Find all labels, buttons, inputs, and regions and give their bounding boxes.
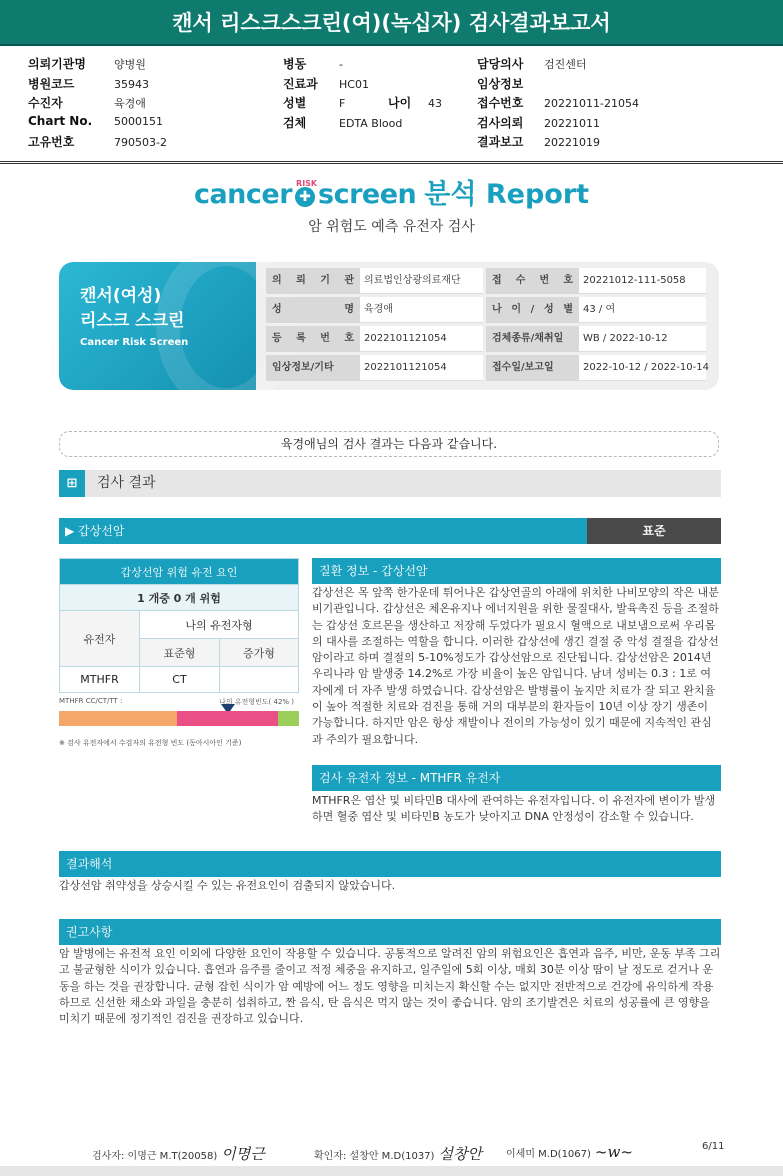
risk-count: 1 개중 0 개 위험	[60, 585, 299, 611]
gene-info-header: 검사 유전자 정보 - MTHFR 유전자	[312, 765, 721, 791]
age-label: 나이	[388, 96, 412, 110]
info-label: 접수번호	[477, 96, 524, 110]
info-value: 5000151	[114, 114, 163, 128]
info-label: Chart No.	[28, 113, 93, 128]
info-label: 검체	[283, 115, 307, 130]
info-label: 병동	[283, 57, 307, 71]
gene-info-text: MTHFR은 엽산 및 비타민B 대사에 관여하는 유전자입니다. 이 유전자에 변이가 발생하면 혈중 엽산 및 비타민B 농도가 낮아지고 DNA 안정성이 감소할 수 있습니다.	[312, 794, 716, 824]
info-row	[477, 94, 639, 114]
increased-column-header: 증가형	[220, 639, 299, 667]
genotype-list-label: MTHFR CC/CT/TT :	[59, 697, 123, 705]
third-signature	[506, 1143, 633, 1161]
examiner-sign-mark: 이명근	[221, 1145, 265, 1163]
cancer-screen-logo	[0, 172, 783, 211]
third-name: 이세미 M.D(1067)	[506, 1149, 591, 1160]
standard-genotype: CT	[140, 667, 220, 693]
info-row	[477, 114, 639, 134]
info-label: 수진자	[28, 96, 63, 110]
info-value: 20221011-21054	[544, 97, 639, 110]
age-value: 43	[428, 97, 442, 110]
banner-title-panel	[59, 262, 256, 390]
info-label: 임상정보	[477, 76, 524, 91]
banner-row	[266, 297, 706, 323]
page-number: 6/11	[702, 1141, 725, 1152]
banner-value: 43 / 여	[579, 297, 706, 323]
cancer-result-bar	[59, 518, 721, 544]
info-value: 검진센터	[544, 58, 587, 71]
banner-value: 의료법인상광의료재단	[360, 268, 483, 294]
increased-genotype	[220, 667, 299, 693]
info-row	[283, 94, 442, 114]
report-subtitle: 암 위험도 예측 유전자 검사	[308, 219, 475, 235]
info-label: 진료과	[283, 76, 318, 91]
info-row	[28, 133, 167, 153]
info-label: 고유번호	[28, 135, 75, 149]
banner-label: 성 명	[266, 297, 360, 323]
gene-column-header: 유전자	[60, 611, 140, 667]
banner-label: 나 이 / 성 별	[486, 297, 579, 323]
info-label: 의뢰기관명	[28, 57, 86, 71]
info-value: EDTA Blood	[339, 116, 403, 130]
patient-info-col1	[28, 55, 167, 153]
standard-column-header: 표준형	[140, 639, 220, 667]
confirmer-signature	[314, 1143, 482, 1164]
banner-label: 접수일/보고일	[486, 355, 579, 381]
genotype-frequency-bar	[59, 711, 299, 726]
report-title: 캔서 리스크스크린(여)(녹십자) 검사결과보고서	[0, 0, 783, 46]
info-value: 20221011	[544, 116, 600, 130]
banner-row	[266, 355, 709, 381]
patient-info	[0, 50, 783, 162]
info-value: 790503-2	[114, 136, 167, 149]
disease-info-header: 질환 정보 - 갑상선암	[312, 558, 721, 584]
info-value: 육경애	[114, 97, 146, 110]
logo-word-screen: screen	[318, 179, 417, 210]
banner-title-line2: 리스크 스크린	[80, 311, 185, 331]
banner-label: 임상정보/기타	[266, 355, 360, 381]
test-summary-banner	[59, 262, 719, 390]
info-label: 성별	[283, 96, 307, 110]
patient-info-col3	[477, 55, 639, 153]
my-genotype-header: 나의 유전자형	[140, 611, 299, 639]
info-value: -	[339, 58, 343, 71]
confirmer-name: 확인자: 설창안 M.D(1037)	[314, 1151, 435, 1162]
section-header-results	[59, 470, 721, 497]
info-row	[28, 94, 167, 114]
my-frequency-label: 나의 유전형빈도( 42% )	[219, 698, 295, 706]
confirmer-sign-mark: 설창안	[438, 1145, 482, 1163]
recommendation-header: 권고사항	[59, 919, 721, 945]
info-label: 결과보고	[477, 135, 524, 149]
banner-value: 육경애	[360, 297, 483, 323]
banner-english-title: Cancer Risk Screen	[80, 337, 189, 348]
frequency-segment-1	[177, 711, 278, 726]
examiner-signature	[92, 1143, 265, 1164]
gene-name: MTHFR	[60, 667, 140, 693]
banner-label: 검체종류/채취일	[486, 326, 579, 352]
info-label: 검사의뢰	[477, 115, 524, 130]
info-row	[283, 114, 442, 134]
frequency-segment-0	[59, 711, 177, 726]
logo-report: 분석 Report	[424, 179, 590, 210]
info-value: 35943	[114, 77, 149, 91]
banner-label: 등 록 번 호	[266, 326, 360, 352]
banner-value: 2022-10-12 / 2022-10-14	[579, 355, 706, 381]
banner-value: WB / 2022-10-12	[579, 326, 706, 352]
risk-table-title: 갑상선암 위험 유전 요인	[60, 559, 299, 585]
logo-word-cancer: cancer	[193, 179, 293, 210]
info-row	[28, 75, 167, 95]
logo-ball-icon: RISK ✚	[295, 187, 315, 207]
info-value: 20221019	[544, 136, 600, 149]
info-label: 담당의사	[477, 57, 524, 71]
info-row	[28, 55, 167, 75]
disease-info-text: 갑상선은 목 앞쪽 한가운데 튀어나온 갑상연골의 아래에 위치한 나비모양의 작은 내분비기관입니다. 갑상선은 체온유지나 에너지원을 위한 물질대사, 발육촉진 등을 조절하는 갑상선 호르몬을 생산하고 저장해 두었다가 필요시 혈액으로 내보냄으로써 우리몸의 대사를 조절하는 역할을 합니다. 이러한 갑상선에 생긴 결절 중 악성 결절을 갑상선암이라고 하며 결절의 5-10%정도가 갑상선암으로 진단됩니다. 갑상선암은 2014년 우리나라 암 발생중 14.2%로 가장 비율이 높은 암입니다. 남녀 성비는 0.3 : 1로 여자에게 더 자주 발생 하였습니다. 갑상선암은 발병률이 높지만 치료가 잘 되고 완치율이 높아 적절한 치료와 검진을 통해 거의 대부분의 환자들이 10년 이상 장기 생존이 가능합니다. 하지만 암은 항상 재발이나 전이의 가능성이 있기 때문에 지속적인 관심과 주의가 필요합니다.	[312, 586, 719, 746]
interpretation-header: 결과해석	[59, 851, 721, 877]
examiner-name: 검사자: 이명근 M.T(20058)	[92, 1151, 218, 1162]
info-row	[283, 75, 442, 95]
risk-gene-table	[59, 558, 299, 693]
info-row	[477, 55, 639, 75]
page-bottom-strip	[0, 1166, 783, 1176]
banner-title-line1: 캔서(여성)	[80, 286, 162, 306]
info-label: 병원코드	[28, 76, 75, 91]
plus-icon: ⊞	[59, 470, 85, 497]
banner-label: 의 뢰 기 관	[266, 268, 360, 294]
interpretation-text: 갑상선암 취약성을 상승시킬 수 있는 유전요인이 검출되지 않았습니다.	[59, 879, 396, 892]
banner-row	[266, 268, 706, 294]
info-row	[283, 55, 442, 75]
info-row	[28, 114, 167, 134]
cancer-name: ▶ 갑상선암	[59, 518, 587, 544]
recommendation-text: 암 발병에는 유전적 요인 이외에 다양한 요인이 작용할 수 있습니다. 공통적으로 알려진 암의 위험요인은 흡연과 음주, 비만, 운동 부족 그리고 불균형한 식이가 있습니다. 흡연과 음주를 줄이고 적정 체중을 유지하고, 일주일에 5회 이상, 매회 30분 이상 땀이 날 정도로 걷거나 운동을 하는 것을 권장합니다. 균형 잡힌 식이가 암 예방에 어느 정도 영향을 미치는지 확신할 수는 없지만 전반적으로 건강에 유익하게 작용하므로 신선한 채소와 과일을 충분히 섭취하고, 짠 음식, 탄 음식은 먹지 않는 것이 좋습니다. 암의 조기발견은 치료의 성공률에 큰 영향을 미치기 때문에 정기적인 검진을 권장하고 있습니다.	[59, 947, 721, 1026]
logo-risk-text: RISK	[296, 179, 318, 188]
third-sign-mark: ~w~	[594, 1143, 633, 1161]
frequency-footnote: ※ 검사 유전자에서 수검자의 유전형 빈도 (동아시아인 기준)	[59, 739, 242, 747]
risk-status-badge: 표준	[587, 518, 721, 544]
result-greeting: 육경애님의 검사 결과는 다음과 같습니다.	[59, 431, 719, 457]
info-row	[477, 75, 639, 95]
info-value: F	[339, 97, 346, 110]
banner-value: 20221012-111-5058	[579, 268, 706, 294]
section-title: 검사 결과	[97, 475, 156, 491]
patient-info-col2	[283, 55, 442, 133]
info-value: 양병원	[114, 58, 146, 71]
banner-value: 2022101121054	[360, 326, 483, 352]
banner-row	[266, 326, 706, 352]
banner-value: 2022101121054	[360, 355, 483, 381]
frequency-segment-2	[278, 711, 299, 726]
info-row	[477, 133, 639, 153]
header-divider	[0, 161, 783, 164]
info-value: HC01	[339, 77, 369, 91]
banner-label: 접 수 번 호	[486, 268, 579, 294]
